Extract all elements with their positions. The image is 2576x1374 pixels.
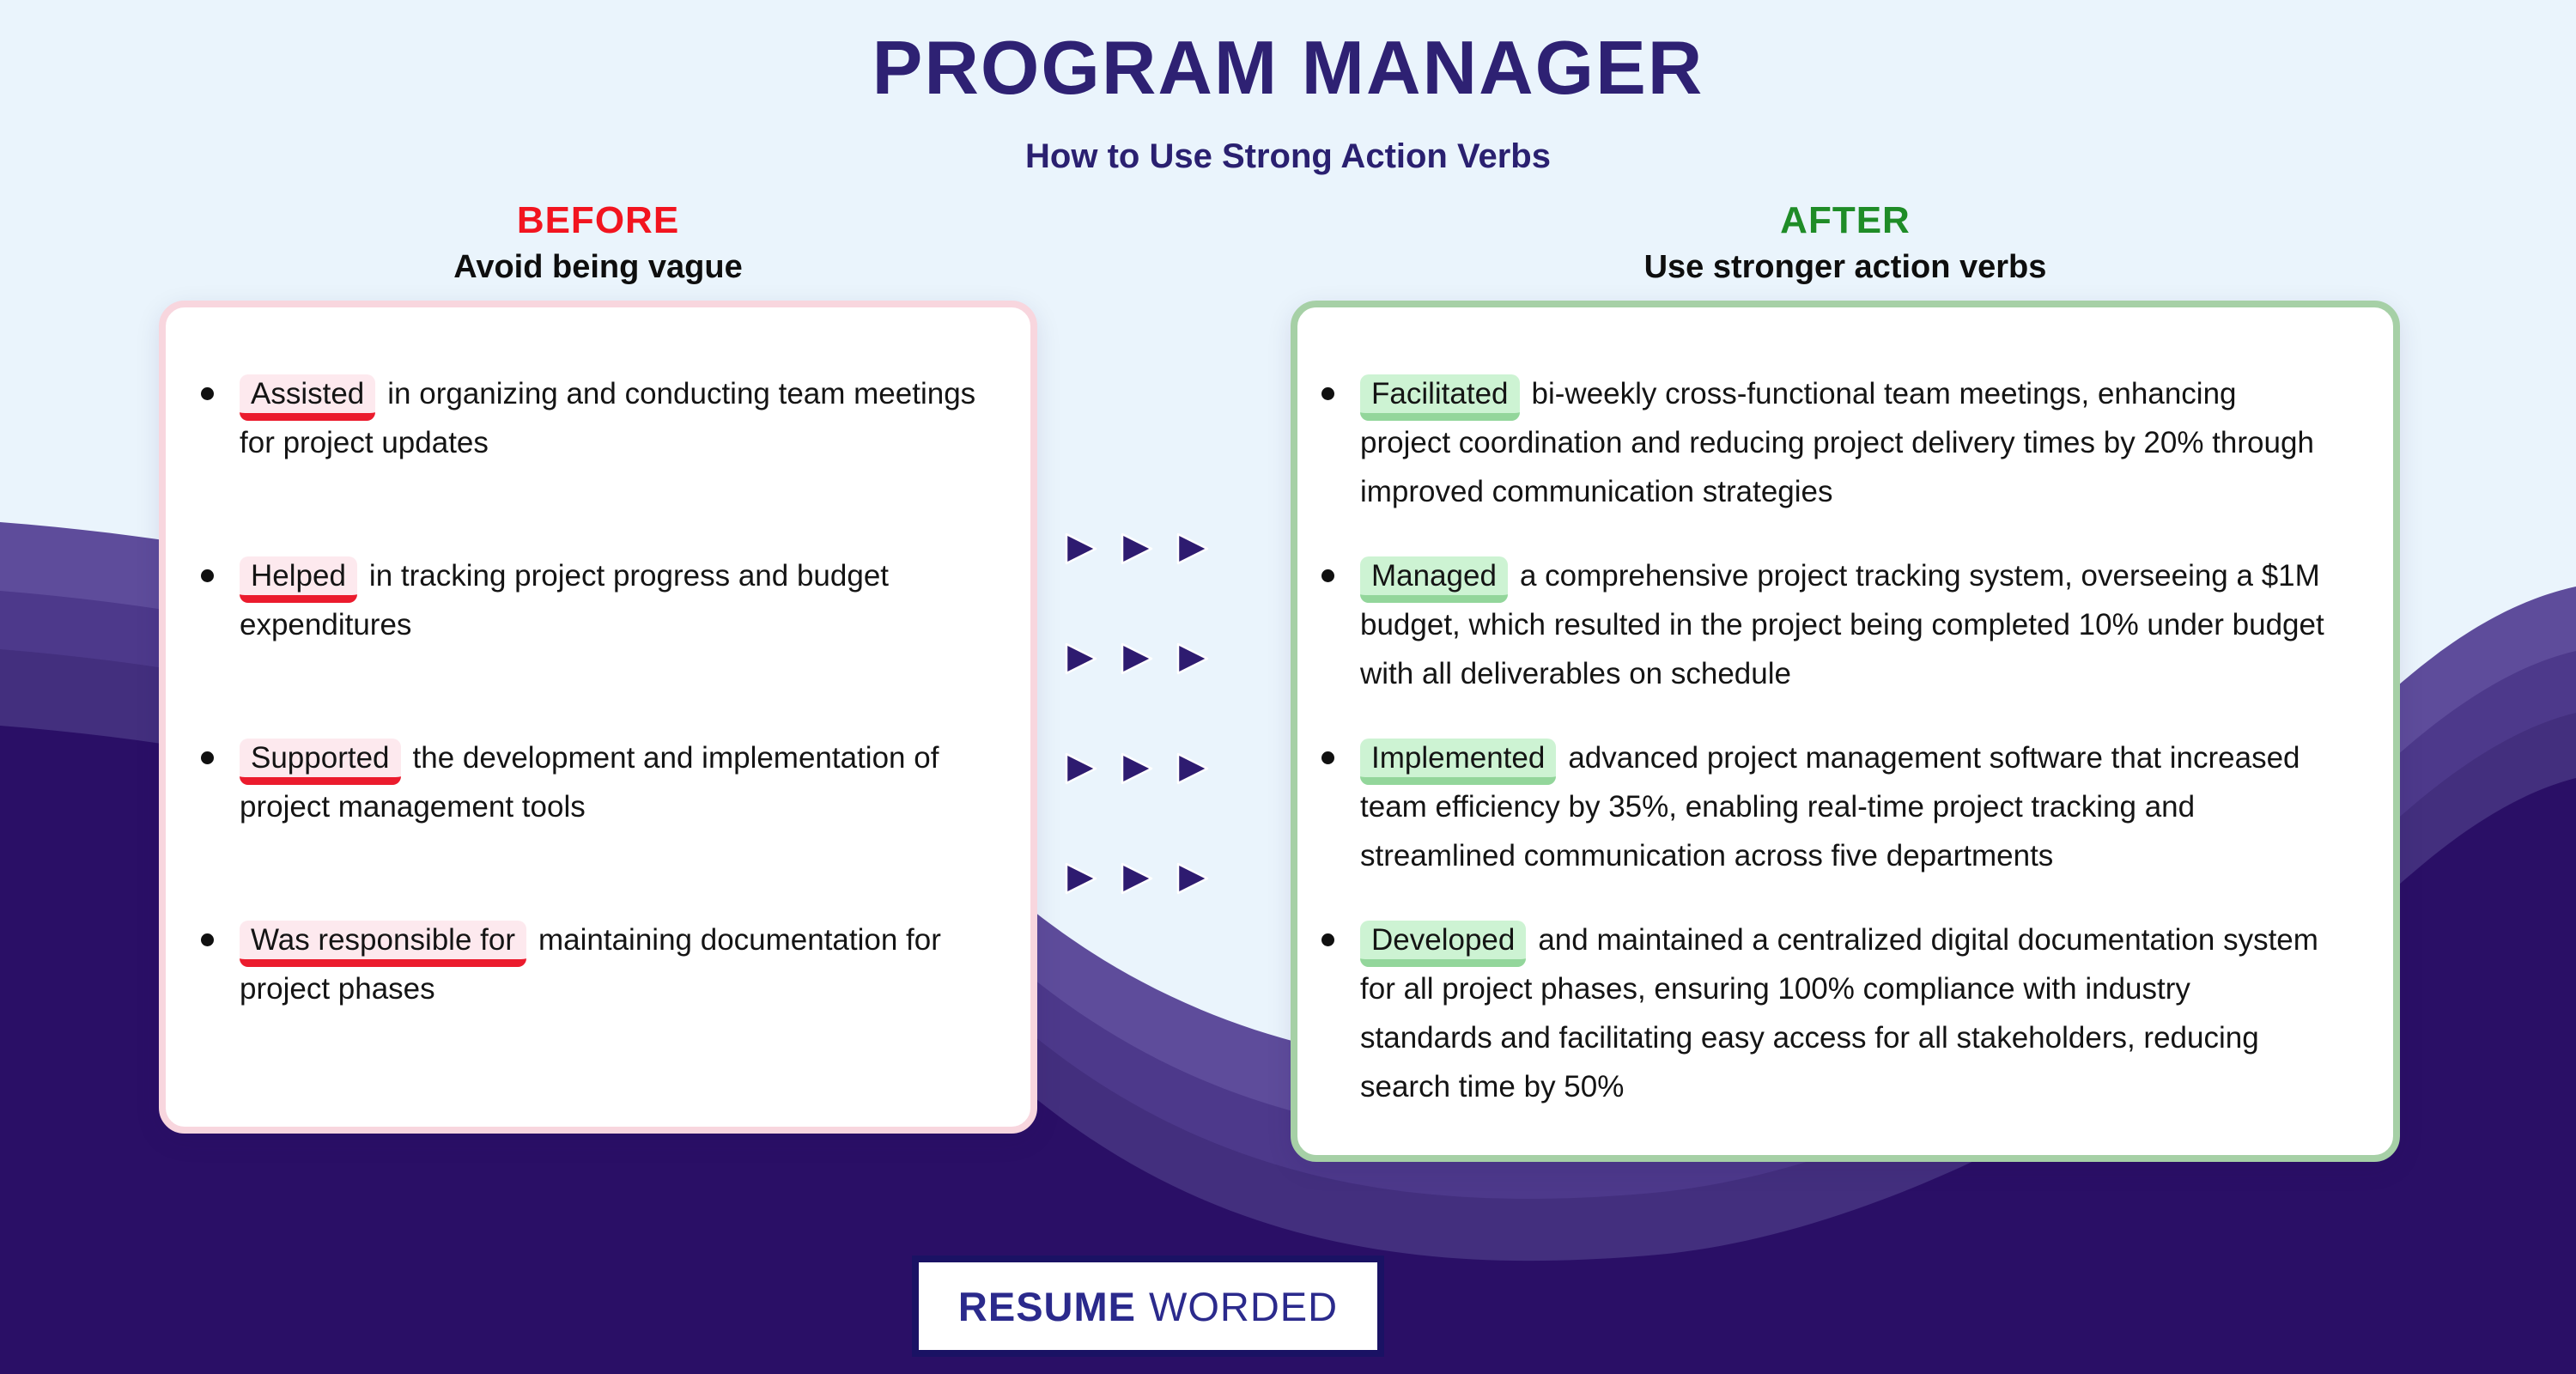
arrow-row [1065, 861, 1209, 896]
arrow-icon [1065, 861, 1097, 896]
list-item [1321, 915, 2393, 1111]
bullet-text [240, 551, 1004, 649]
strong-verb-highlight: Facilitated [1360, 374, 1520, 421]
logo-text-regular: WORDED [1149, 1283, 1339, 1329]
bullet-rest: maintaining documentation for project phases [240, 923, 941, 1006]
before-card [159, 301, 1037, 1134]
bullet-rest: a comprehensive project tracking system, overseeing a $1M budget, which resulted in the project being completed 10% under budget with all deliverables on schedule [1360, 559, 2324, 690]
strong-verb-highlight: Developed [1360, 921, 1526, 967]
arrow-row [1065, 641, 1209, 676]
bullet-icon [1321, 933, 1334, 946]
arrow-row [1065, 532, 1209, 566]
bullet-icon [1321, 751, 1334, 764]
bullet-text [240, 369, 1004, 467]
bullet-text [1360, 915, 2330, 1111]
bullet-text [1360, 369, 2330, 516]
bullet-rest: bi-weekly cross-functional team meetings, enhancing project coordination and reducing project delivery times by 20% through improved communication strategies [1360, 377, 2314, 508]
weak-verb-highlight: Assisted [240, 374, 375, 421]
list-item [201, 369, 1030, 551]
after-label: AFTER [1780, 199, 1911, 241]
list-item [201, 733, 1030, 915]
after-column-header [1291, 199, 2400, 286]
weak-verb-highlight: Helped [240, 556, 357, 603]
bullet-icon [1321, 569, 1334, 582]
bullet-icon [201, 569, 214, 582]
bullet-icon [201, 387, 214, 400]
bullet-text [240, 915, 1004, 1013]
strong-verb-highlight: Implemented [1360, 739, 1556, 785]
arrow-icon [1176, 861, 1209, 896]
before-list [201, 369, 1030, 1013]
bullet-rest: in organizing and conducting team meetings for project updates [240, 377, 976, 459]
bullet-text [240, 733, 1004, 831]
page-subtitle: How to Use Strong Action Verbs [1025, 137, 1551, 175]
logo-text-bold: RESUME [957, 1283, 1136, 1329]
weak-verb-highlight: Was responsible for [240, 921, 526, 967]
after-card [1291, 301, 2400, 1162]
list-item [201, 551, 1030, 733]
arrow-icon [1121, 641, 1153, 676]
list-item [1321, 551, 2393, 733]
page-title: PROGRAM MANAGER [872, 25, 1704, 110]
list-item [1321, 733, 2393, 915]
before-label: BEFORE [516, 199, 680, 241]
after-tagline: Use stronger action verbs [1643, 249, 2047, 285]
strong-verb-highlight: Managed [1360, 556, 1508, 603]
arrow-icon [1176, 751, 1209, 786]
list-item [201, 915, 1030, 1013]
resume-worded-logo [912, 1255, 1384, 1357]
bullet-text [1360, 733, 2330, 880]
weak-verb-highlight: Supported [240, 739, 401, 785]
arrow-icon [1065, 751, 1097, 786]
arrow-icon [1065, 641, 1097, 676]
bullet-text [1360, 551, 2330, 698]
arrow-icon [1176, 641, 1209, 676]
bullet-icon [201, 933, 214, 946]
arrow-icon [1121, 751, 1153, 786]
before-tagline: Avoid being vague [453, 249, 743, 285]
bullet-rest: and maintained a centralized digital documentation system for all project phases, ensuring 100% compliance with industry standards and facilitating easy access for all stakeholders, reducing search time by 50% [1360, 923, 2318, 1103]
arrow-icon [1121, 861, 1153, 896]
arrow-icon [1121, 532, 1153, 566]
bullet-rest: in tracking project progress and budget expenditures [240, 559, 890, 641]
bullet-rest: the development and implementation of project management tools [240, 741, 939, 824]
before-column-header [159, 199, 1037, 286]
arrow-row [1065, 751, 1209, 786]
bullet-rest: advanced project management software that increased team efficiency by 35%, enabling real-time project tracking and streamlined communication across five departments [1360, 741, 2300, 872]
after-list [1321, 369, 2393, 1111]
list-item [1321, 369, 2393, 551]
bullet-icon [1321, 387, 1334, 400]
arrow-icon [1065, 532, 1097, 566]
bullet-icon [201, 751, 214, 764]
arrow-icon [1176, 532, 1209, 566]
